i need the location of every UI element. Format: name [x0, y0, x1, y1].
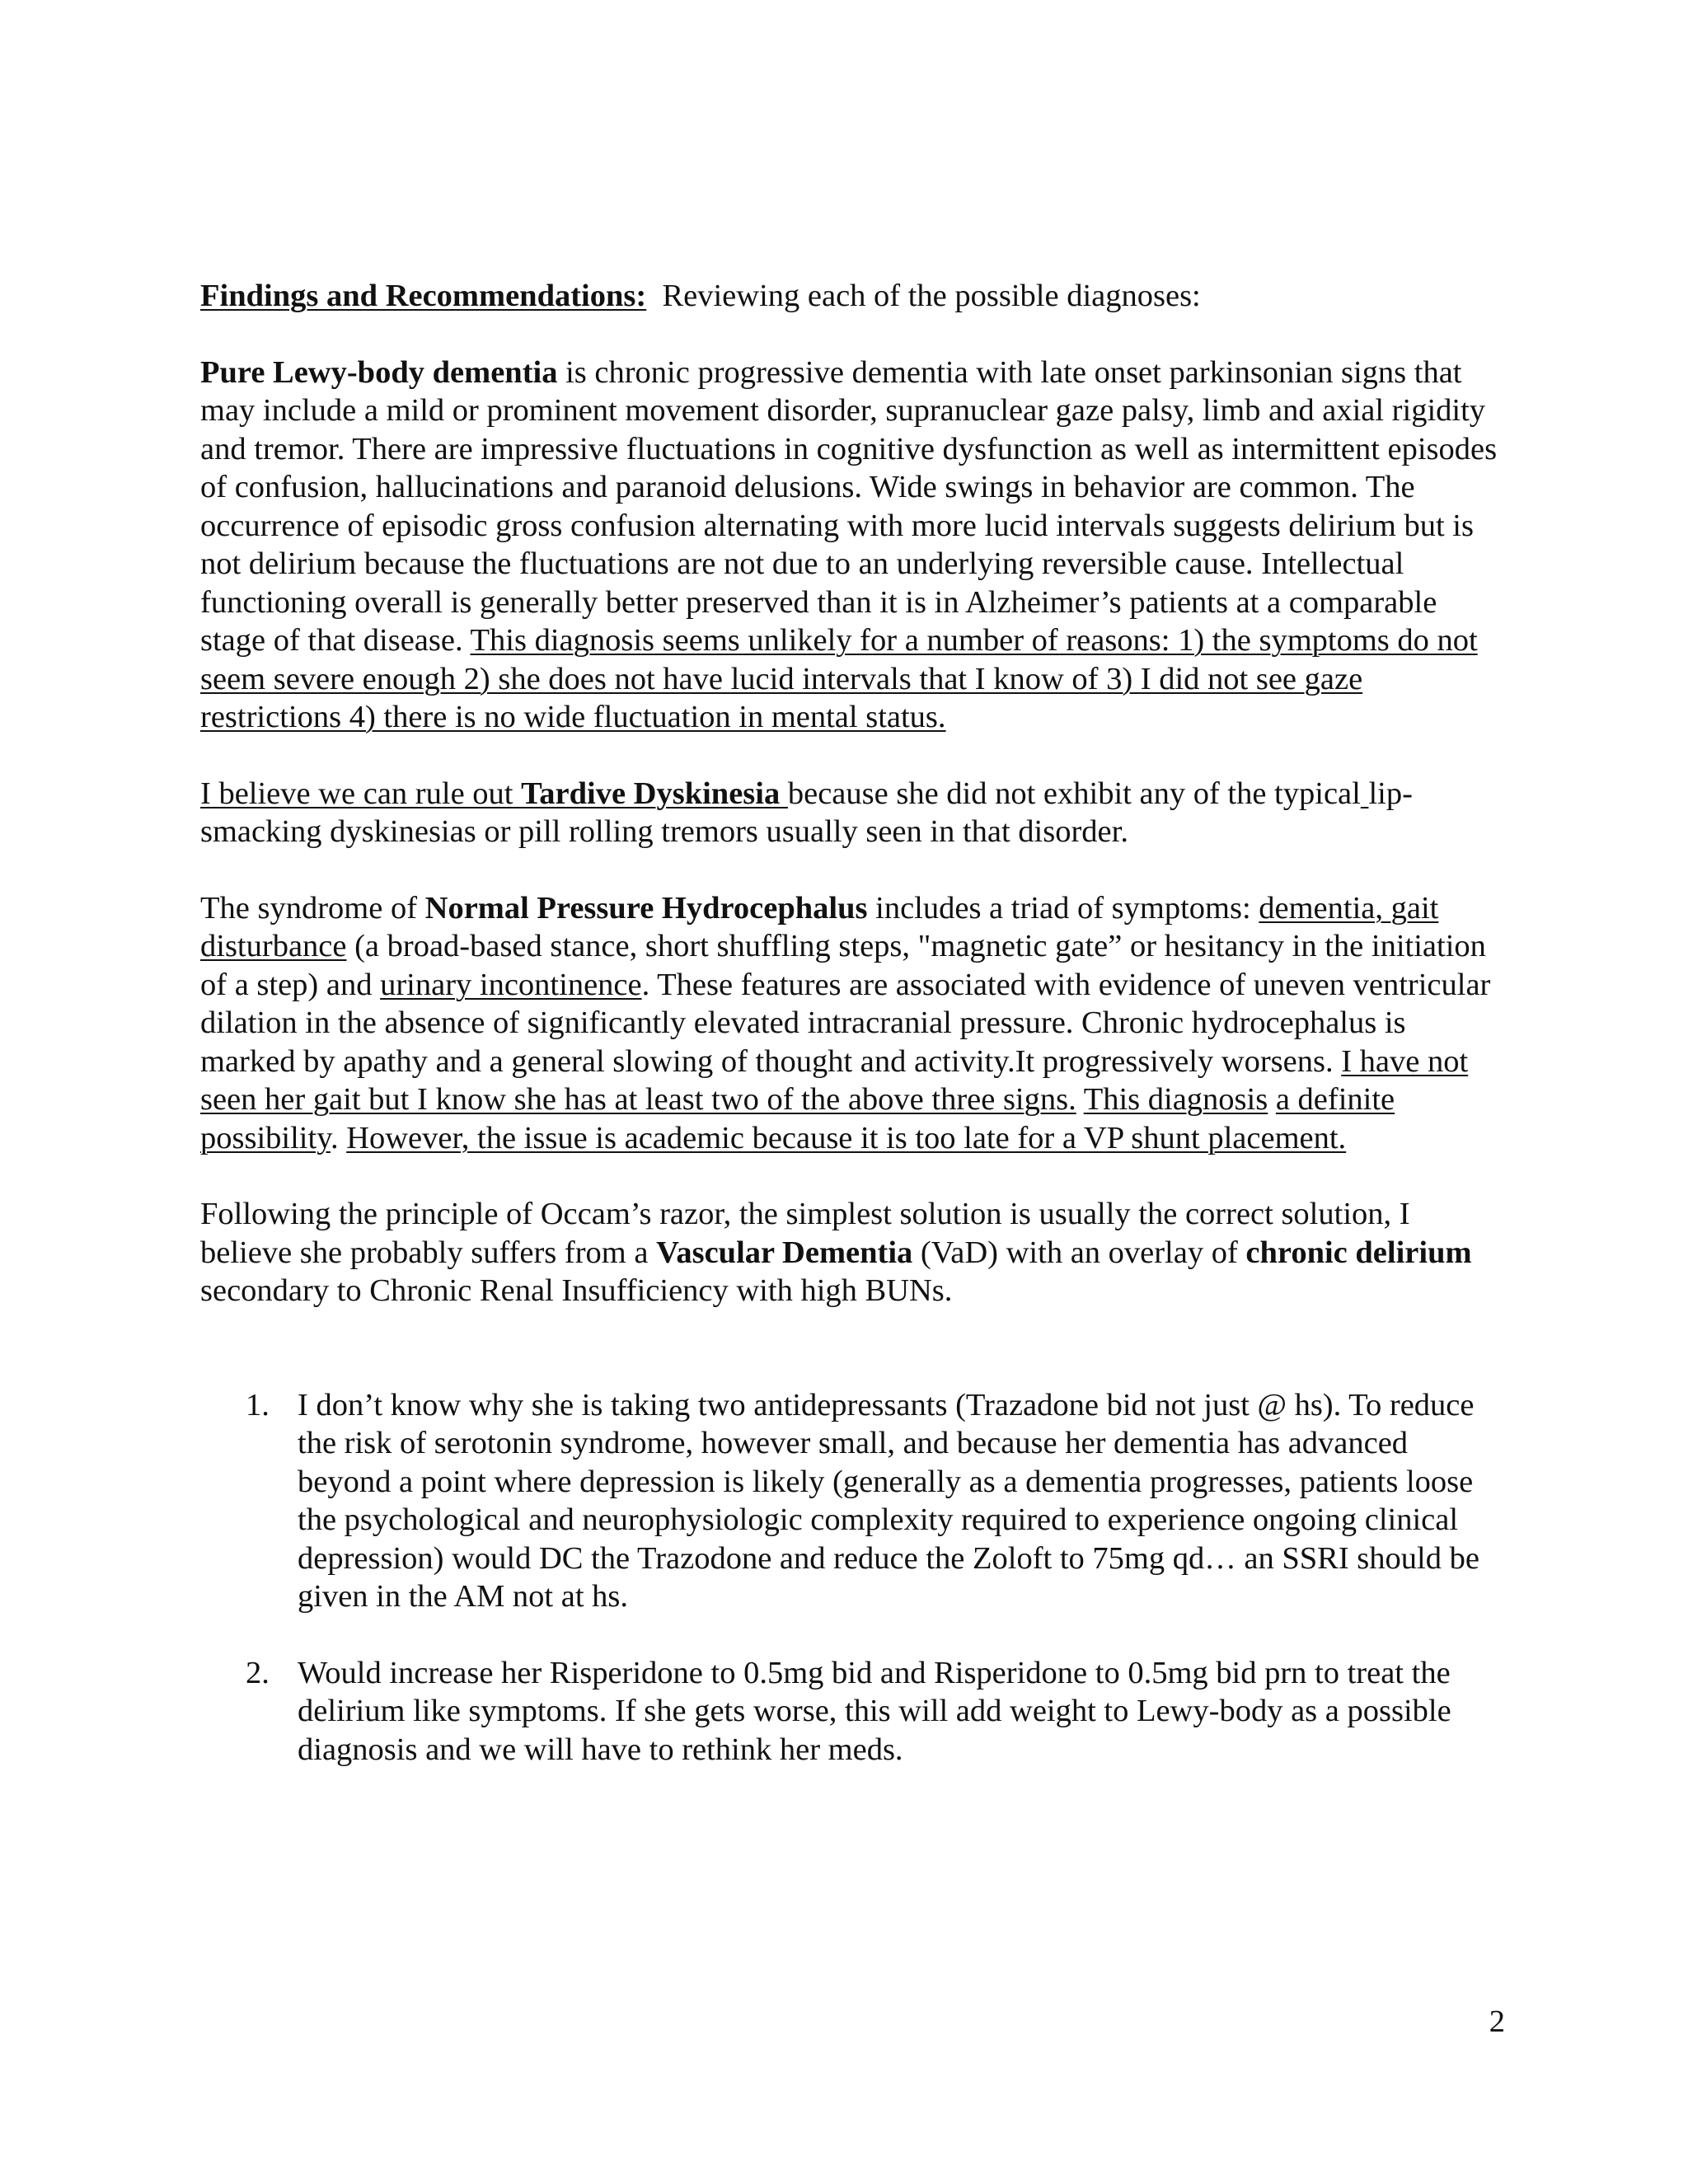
lewy-body-term: Pure Lewy-body dementia — [200, 354, 558, 390]
conclusion-text-3: secondary to Chronic Renal Insufficiency with high BUNs. — [200, 1273, 953, 1308]
vascular-dementia-term: Vascular Dementia — [656, 1235, 913, 1270]
tardive-tail: lip-smacking dyskinesias or pill rolling tremors usually seen in that disorder. — [200, 776, 1413, 849]
recommendation-text: Would increase her Risperidone to 0.5mg bid and Risperidone to 0.5mg bid prn to treat the delirium like symptoms. If she gets worse, this will add weight to Lewy-body as a possible diagnosis and we will have to rethink her meds. — [298, 1655, 1451, 1767]
recommendation-number: 2. — [246, 1655, 270, 1690]
section-intro: Reviewing each of the possible diagnoses: — [646, 279, 1201, 313]
section-heading: Findings and Recommendations: — [200, 279, 647, 313]
lewy-body-description: is chronic progressive dementia with late onset parkinsonian signs that may include a mild or prominent movement disorder, supranuclear gaze palsy, limb and axial rigidity and tremor. There are impressive fluctuations in cognitive dysfunction as well as intermittent episodes of confusion, hallucinations and paranoid delusions. Wide swings in behavior are common. The occurrence of episodic gross confusion alternating with more lucid intervals suggests delirium but is not delirium because the fluctuations are not due to an underlying reversible cause. Intellectual functioning overall is generally better preserved than it is in Alzheimer’s patients at a comparable stage of that disease. — [200, 354, 1498, 658]
nph-opinion-3: a definite possibility — [200, 1082, 1395, 1155]
nph-opinion-2: This diagnosis — [1083, 1082, 1268, 1117]
lewy-body-opinion: This diagnosis seems unlikely for a number of reasons: 1) the symptoms do not seem severe enough 2) she does not have lucid intervals that I know of 3) I did not see gaze restrictions 4) there is no wide fluctuation in mental status. — [200, 623, 1478, 734]
nph-text-1: includes a triad of symptoms: — [867, 890, 1259, 926]
nph-text-2: (a broad-based stance, short shuffling steps, "magnetic gate” or hesitancy in the initiation of a step) and — [200, 929, 1486, 1002]
nph-opinion-4: However, the issue is academic because it is too late for a VP shunt placement. — [346, 1120, 1347, 1155]
tardive-paragraph — [200, 775, 1503, 851]
nph-text-3: . These features are associated with evidence of uneven ventricular dilation in the absence of significantly elevated intracranial pressure. Chronic hydrocephalus is marked by apathy and a general slowing of thought and activity.It progressively worsens. — [200, 967, 1491, 1079]
nph-gap-2 — [1268, 1082, 1276, 1117]
tardive-underlined-space — [1361, 776, 1369, 811]
nph-gap-1 — [1076, 1082, 1084, 1117]
recommendation-number: 1. — [246, 1387, 270, 1422]
nph-gap-3: . — [330, 1120, 347, 1155]
page-number: 2 — [1489, 2004, 1505, 2039]
recommendation-item — [200, 1386, 1503, 1616]
nph-sign-dementia-gait: dementia, gait disturbance — [200, 890, 1439, 963]
nph-sign-incontinence: urinary incontinence — [380, 967, 642, 1002]
nph-opinion-1: I have not seen her gait but I know she has at least two of the above three signs. — [200, 1043, 1469, 1117]
conclusion-text-2: (VaD) with an overlay of — [912, 1235, 1246, 1270]
lewy-body-paragraph — [200, 354, 1503, 737]
nph-term: Normal Pressure Hydrocephalus — [424, 890, 868, 926]
conclusion-text-1: Following the principle of Occam’s razor, the simplest solution is usually the correct solution, I believe she probably suffers from a — [200, 1197, 1410, 1270]
recommendation-item — [200, 1654, 1503, 1769]
page-content — [200, 277, 1503, 1807]
chronic-delirium-term: chronic delirium — [1245, 1235, 1472, 1270]
recommendation-list — [200, 1386, 1503, 1769]
recommendation-text: I don’t know why she is taking two antidepressants (Trazadone bid not just @ hs). To reduce the risk of serotonin syndrome, however small, and because her dementia has advanced beyond a point where depression is likely (generally as a dementia progresses, patients loose the psychological and neurophysiologic complexity required to experience ongoing clinical depression) would DC the Trazodone and reduce the Zoloft to 75mg qd… an SSRI should be given in the AM not at hs. — [298, 1387, 1479, 1614]
tardive-term: Tardive Dyskinesia — [521, 776, 788, 811]
section-heading-line — [200, 277, 1503, 316]
tardive-lead: I believe we can rule out — [200, 776, 522, 811]
tardive-description: because she did not exhibit any of the typical — [787, 776, 1361, 811]
conclusion-paragraph — [200, 1195, 1503, 1310]
nph-paragraph — [200, 889, 1503, 1158]
nph-lead: The syndrome of — [200, 890, 425, 926]
